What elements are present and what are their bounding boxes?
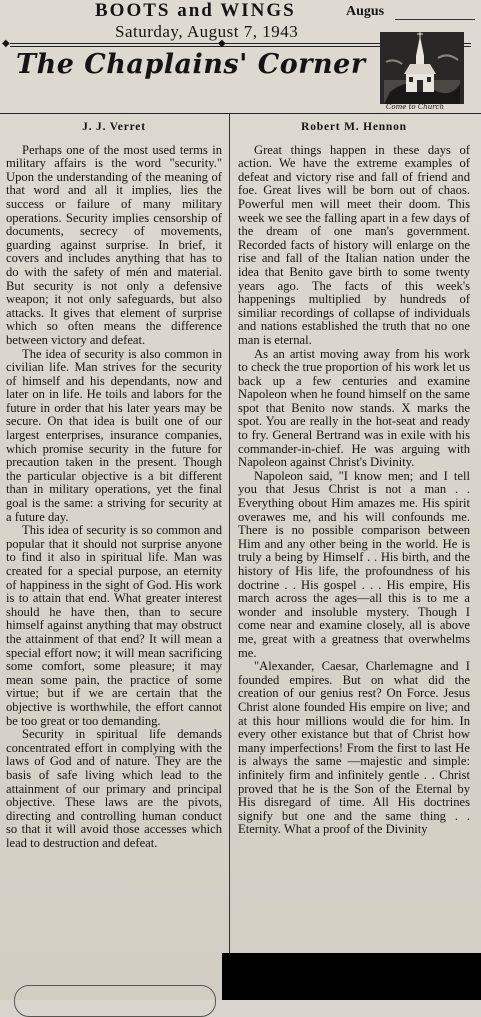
right-column <box>238 118 470 837</box>
left-byline: J. J. Verret <box>82 121 146 133</box>
issue-date: Saturday, August 7, 1943 <box>115 22 299 41</box>
right-paragraph: As an artist moving away from his work to check the true proportion of his work let us back up a few centuries and examine Napoleon when he found himself on the same spot that Benito now stands. X marks the spot. You are really in the hot-seat and ready to fry. General Bertrand was in exile with his commander-in-chief. He was arguing with Napoleon against Christ's Divinity. <box>238 346 470 470</box>
church-caption: Come to Church <box>386 103 444 111</box>
column-divider <box>229 113 230 1000</box>
scan-edge-block <box>222 953 481 1000</box>
left-paragraph: Security in spiritual life demands concentrated effort in complying with the laws of God and of nature. They are the basis of safe living which lead to the attainment of our primary and principal objective. These laws are the pivots, directing and controlling human conduct so that it will avoid those accesses which lead to destruction and defeat. <box>6 727 222 850</box>
bottom-ornament <box>14 985 216 1017</box>
left-paragraph: This idea of security is so common and popular that it should not surprise anyone to find it also in spiritual life. Man was created for a special purpose, an eternity of happiness in the sight of God. His work is to attain that end. What greater interest should he have then, than to secure himself against anything that may obstruct the attainment of that end? It will mean a special effort now; it will mean sacrificing some comfort, some pleasure; it may mean some pain, the practice of some virtue; but if we are certain that the objective is worthwhile, the effort cannot be too great or too demanding. <box>6 523 222 728</box>
right-paragraph: Napoleon said, "I know men; and I tell you that Jesus Christ is not a man . . Everything obout Him amazes me. His spirit overawes me, and his will confounds me. There is no possible comparison between Him and any other being in the world. He is truly a being by Himself . . His birth, and the history of His life, the profoundness of his doctrine . . His gospel . . . His empire, His march across the ages—all this is to me a wonder and insoluble mystery. Though I come near and examine closely, all is above me, great with a greatness that overwhelms me. <box>238 468 470 660</box>
masthead-rule: ◆ ◆ <box>0 40 481 48</box>
right-paragraph: "Alexander, Caesar, Charlemagne and I founded empires. But on what did the creation of our genius rest? On Force. Jesus Christ alone founded His empire on live; and at this hour millions would die for him. In every other existance but that of Christ how many imperfections! From the first to last He is always the same —majestic and simple: infinitely firm and infinitely gentle . . Christ proved that he is the Son of the Eternal by His disregard of time. All His doctrines signify but one and the same thing . . Eternity. What a proof of the Divinity <box>238 659 470 837</box>
masthead-month: Augus <box>346 4 385 19</box>
left-paragraph: Perhaps one of the most used terms in military affairs is the word "security." Upon the understanding of the meaning of that word and all it implies, lies the success or failure of many military operations. Security implies censorship of documents, secrecy of movements, guarding against surprise. In brief, it covers and includes anything that has to do with the safety of mén and material. But security is not only a defensive weapon; it not only safeguards, but also attacks. It gives that element of surprise which so often means the difference between victory and defeat. <box>6 142 222 347</box>
right-byline: Robert M. Hennon <box>301 121 407 133</box>
month-underline <box>395 19 475 20</box>
header-rule <box>0 113 481 114</box>
masthead-name: BOOTS and WINGS <box>95 0 296 21</box>
left-paragraph: The idea of security is also common in civilian life. Man strives for the security of himself and his dependants, now and later on in life. He toils and labors for the future in order that his later years may be secure. On that idea is built one of our largest enterprises, insurance companies, which promise security in the future for precaution taken in the present. Though the particular objective is a bit different than in military operations, yet the final goal is the same: a striving for security at a future day. <box>6 346 222 524</box>
right-paragraph: Great things happen in these days of action. We have the extreme examples of defeat and victory rise and fall of friend and foe. Great lives will be born out of chaos. Powerful men will meet their doom. This week we see the falling apart in a few days of the dream of one man's government. Recorded facts of history will enlarge on the rise and fall of the Italian nation under the idea that Benito gave birth to some twenty years ago. The facts of this week's happenings multiplied by hundreds of similiar recordings of collapse of individuals and nations established the truth that no one man is eternal. <box>238 142 470 347</box>
column-title: The Chaplains' Corner <box>16 49 366 80</box>
left-column <box>6 118 222 850</box>
